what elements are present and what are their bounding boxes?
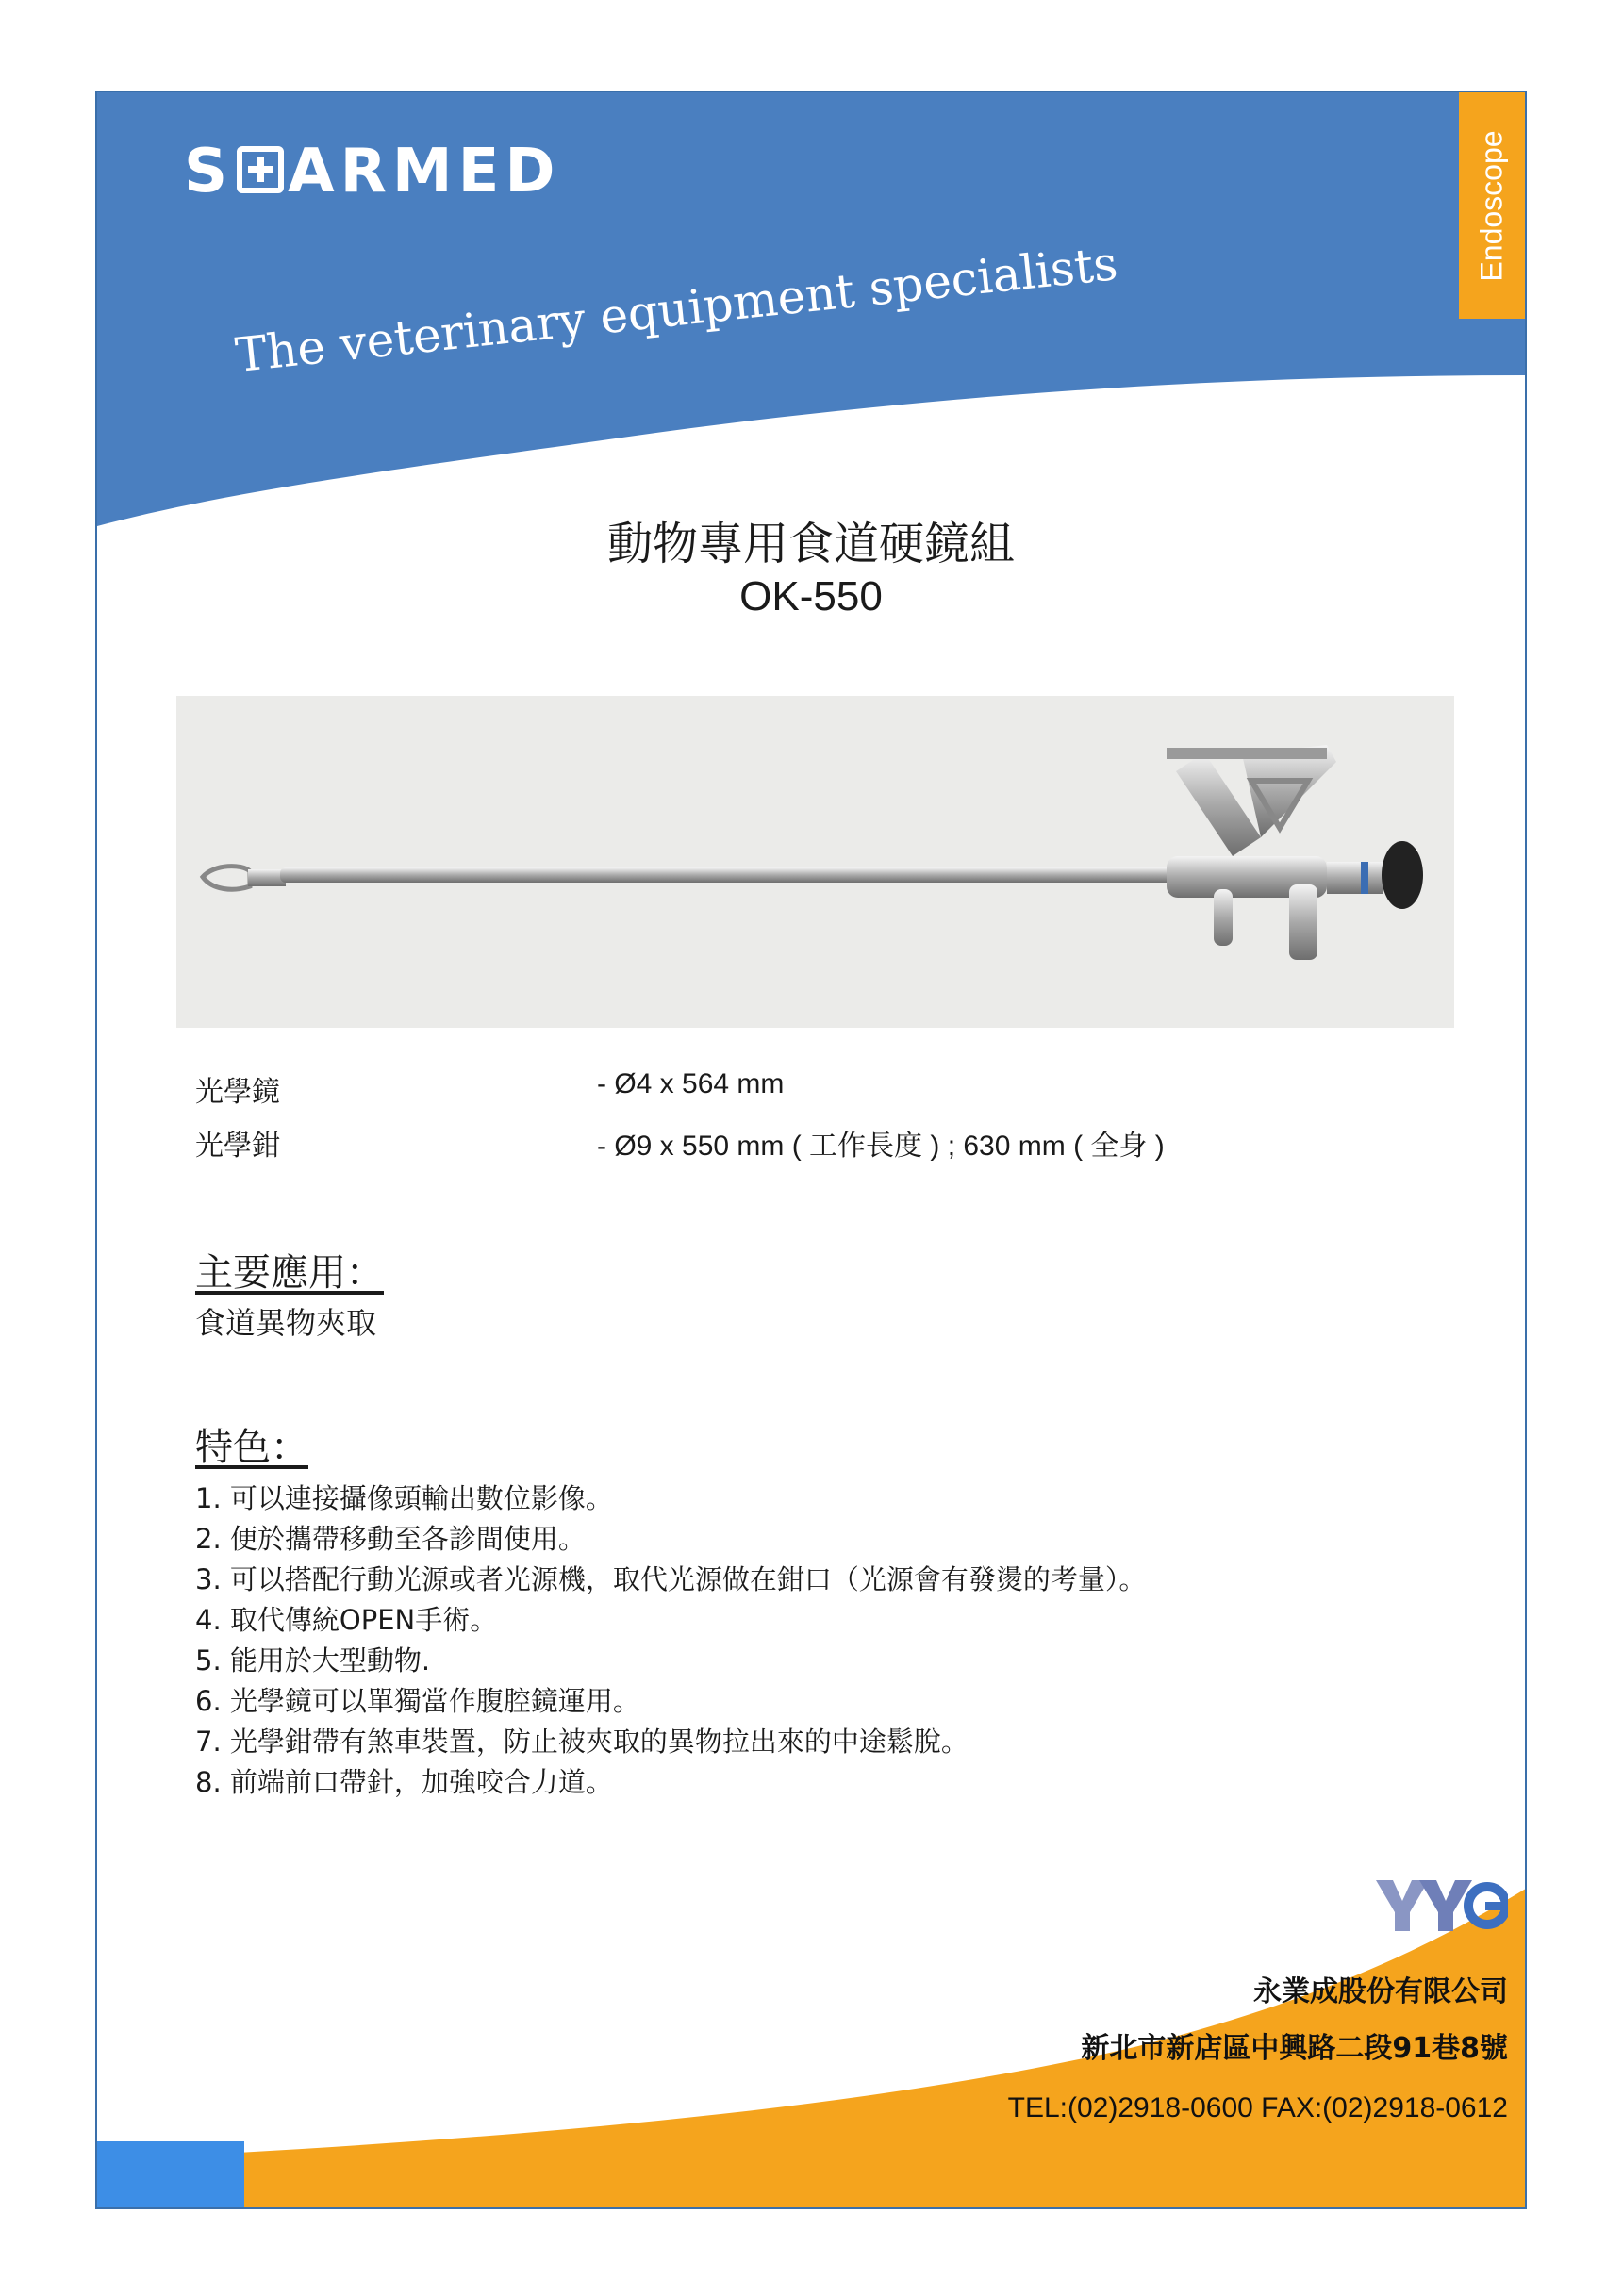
- company-name: 永業成股份有限公司: [1253, 1975, 1508, 2008]
- features-list: [195, 1478, 1146, 1803]
- brand-logo: S ARMED: [184, 137, 561, 206]
- yyo-logo-icon: [1376, 1876, 1508, 1935]
- application-heading: 主要應用：: [195, 1251, 384, 1295]
- tagline: The veterinary equipment specialists: [232, 236, 1120, 383]
- spec-label: 光學鏡: [195, 1076, 280, 1109]
- company-address: 新北市新店區中興路二段91巷8號: [1081, 2032, 1508, 2065]
- spec-label: 光學鉗: [195, 1130, 280, 1163]
- company-logo: [1376, 1876, 1508, 1939]
- category-tab-label: Endoscope: [1474, 129, 1509, 282]
- product-photo: [176, 696, 1454, 1028]
- product-sheet: [95, 91, 1527, 2209]
- list-item: 8. 前端前口帶針，加強咬合力道。: [195, 1766, 613, 1798]
- list-item: 3. 可以搭配行動光源或者光源機，取代光源做在鉗口（光源會有發燙的考量）。: [195, 1563, 1147, 1595]
- list-item: 5. 能用於大型動物.: [195, 1644, 431, 1677]
- list-item: 6. 光學鏡可以單獨當作腹腔鏡運用。: [195, 1685, 640, 1717]
- list-item: 7. 光學鉗帶有煞車裝置，防止被夾取的異物拉出來的中途鬆脫。: [195, 1726, 969, 1758]
- category-tab: [1459, 92, 1525, 319]
- list-item: 4. 取代傳統OPEN手術。: [195, 1604, 498, 1636]
- product-title: 動物專用食道硬鏡組: [606, 518, 1015, 570]
- endoscope-illustration: [176, 696, 1454, 1028]
- list-item: 1. 可以連接攝像頭輸出數位影像。: [195, 1482, 613, 1514]
- medical-cross-icon: [237, 146, 284, 193]
- spec-value: - Ø4 x 564 mm: [597, 1068, 785, 1099]
- application-text: 食道異物夾取: [195, 1305, 377, 1341]
- company-contact: TEL:(02)2918-0600 FAX:(02)2918-0612: [1007, 2092, 1508, 2123]
- features-heading: 特色：: [195, 1426, 308, 1469]
- spec-value: - Ø9 x 550 mm ( 工作長度 ) ; 630 mm ( 全身 ): [597, 1131, 1165, 1162]
- product-model: OK-550: [739, 573, 883, 619]
- list-item: 2. 便於攜帶移動至各診間使用。: [195, 1523, 586, 1555]
